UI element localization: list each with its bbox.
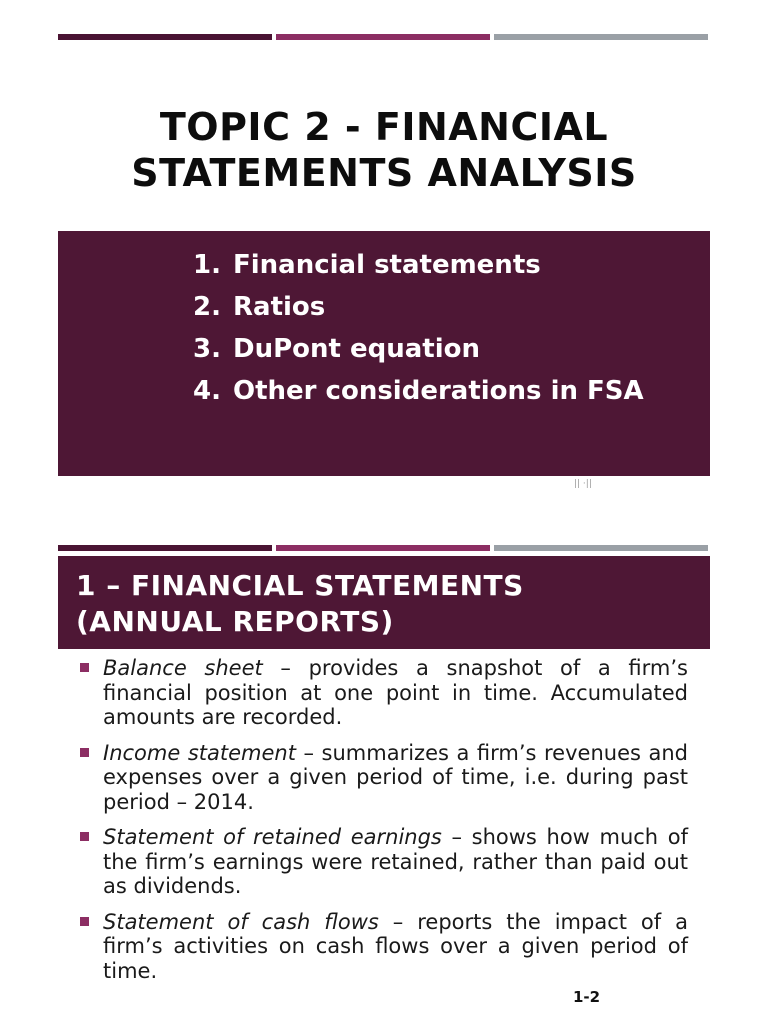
bullet-text: – summarizes a firm’s revenues and expenses over a given period of time, i.e. during past period – 2014.: [103, 740, 688, 814]
slide1-accent-bars: [58, 34, 708, 40]
bullet-text: – reports the impact of a firm’s activities on cash flows over a given period of time.: [103, 909, 688, 983]
accent-bar-dark: [58, 34, 272, 40]
bullet-text: – shows how much of the firm’s earnings were retained, rather than paid out as dividends.: [103, 825, 688, 898]
square-bullet-icon: [80, 832, 89, 841]
slide1-title-line-2: STATEMENTS ANALYSIS: [131, 151, 637, 195]
accent-bar-dark: [58, 545, 272, 551]
agenda-item-number: 2.: [193, 292, 221, 322]
bullet-term: Statement of retained earnings: [103, 825, 442, 849]
bullet-item: [80, 741, 688, 815]
agenda-item-text: Financial statements: [233, 250, 541, 280]
section-title-line-2: (ANNUAL REPORTS): [76, 605, 394, 638]
agenda-item: [193, 331, 663, 367]
accent-bar-grey: [494, 34, 708, 40]
statements-bullet-list: [80, 656, 688, 994]
square-bullet-icon: [80, 748, 89, 757]
agenda-item-text: Other considerations in FSA: [233, 376, 644, 406]
bullet-term: Balance sheet: [103, 656, 263, 680]
square-bullet-icon: [80, 917, 89, 926]
accent-bar-magenta: [276, 34, 490, 40]
section-title: [76, 568, 692, 640]
slide1-small-mark: || ·||: [574, 479, 592, 489]
section-header-box: [58, 556, 710, 649]
page-number: 1-2: [573, 988, 601, 1006]
agenda-item-text: DuPont equation: [233, 334, 481, 364]
agenda-list: [193, 247, 663, 415]
square-bullet-icon: [80, 663, 89, 672]
agenda-item: [193, 289, 663, 325]
agenda-item-number: 1.: [193, 250, 221, 280]
slide1-title: [58, 104, 710, 196]
agenda-item-text: Ratios: [233, 292, 326, 322]
bullet-item: [80, 825, 688, 899]
section-title-line-1: 1 – FINANCIAL STATEMENTS: [76, 569, 524, 602]
accent-bar-magenta: [276, 545, 490, 551]
slide2-accent-bars: [58, 545, 708, 551]
agenda-box: [58, 231, 710, 476]
agenda-item: [193, 373, 663, 409]
bullet-text: – provides a snapshot of a firm’s financial position at one point in time. Accumulated amounts are recorded.: [103, 656, 688, 729]
bullet-item: [80, 910, 688, 984]
agenda-item-number: 4.: [193, 376, 221, 406]
accent-bar-grey: [494, 545, 708, 551]
slide1-title-line-1: TOPIC 2 - FINANCIAL: [159, 105, 609, 149]
agenda-item-number: 3.: [193, 334, 221, 364]
bullet-term: Statement of cash flows: [103, 909, 379, 934]
agenda-item: [193, 247, 663, 283]
bullet-term: Income statement: [103, 740, 296, 765]
bullet-item: [80, 656, 688, 730]
